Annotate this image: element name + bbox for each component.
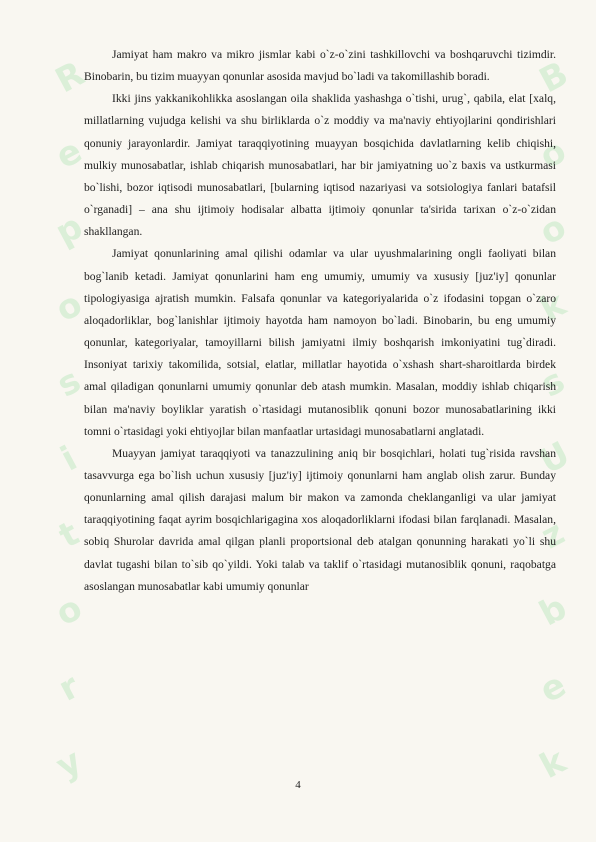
watermark-letter: k xyxy=(533,740,573,787)
paragraph-3: Jamiyat qonunlarining amal qilishi odamlar va ular uyushmalarining ongli faoliyati bilan bog`lanib ketadi. Jamiyat qonunlarini ham eng umumiy, umumiy va xususiy [juz'iy] qonunlar tipologiyasiga ajratish mumkin. Falsafa qonunlar va kategoriyalarida o`z ifodasini topgan o`zaro aloqadorliklar, bog`lanishlar ijtimoiy hayotda ham namoyon bo`ladi. Binobarin, bu eng umumiy qonunlar, kategoriyalar, tamoyillarni bilish jamiyatni ilmiy boshqarish imkoniyatini tug`diradi. Insoniyat tarixiy takomilida, sotsial, elatlar, millatlar hayotida o`xshash shart-sharoitlarda birdek amal qiladigan qonunlarni umumiy qonunlar deb atash mumkin. Masalan, moddiy ishlab chiqarish bilan ma'naviy boyliklar yaratish o`rtasidagi mutanosiblik qonuni bozor munosabatlarining ikki tomni o`rtasidagi yoki ehtiyojlar bilan manfaatlar urtasidagi munosabatlarni anglatadi. xyxy=(84,247,556,438)
watermark-letter: o xyxy=(533,207,573,254)
watermark-letter: p xyxy=(49,207,90,254)
paragraph-1: Jamiyat ham makro va mikro jismlar kabi o`z-o`zini tashkillovchi va boshqaruvchi tizimdir. Binobarin, bu tizim muayyan qonunlar asosida mavjud bo`ladi va takomillashib boradi. xyxy=(84,48,556,84)
watermark-left xyxy=(49,40,91,802)
watermark-letter: R xyxy=(49,53,91,102)
watermark-letter: B xyxy=(533,53,575,102)
watermark-letter: t xyxy=(52,513,86,557)
paragraph-2: Ikki jins yakkanikohlikka asoslangan oila shaklida yashashga o`tishi, urug`, qabila, elat [xalq, millatlarning vujudga kelishi va shu birliklarda o`z moddiy va ma'naviy ehtiyojlarini qondirishlari qonuniy jarayonlardir. Jamiyat taraqqiyotining muayyan bosqichida davlatlarning kelib chiqishi, mulkiy munosabatlar, ishlab chiqarish munosabatlari, har bir jamiyatning uo`z baxis va ustkurmasi bo`lishi, bozor iqtisodi munosabatlari, [bularning iqtisod nazariyasi va sotsiologiya fanlari batafsil o`rganadi] – ana shu ijtimoiy hodisalar albatta ijtimoiy qonunlar ta'sirida tarixan o`z-o`zidan shakllangan. xyxy=(84,92,556,239)
watermark-letter: o xyxy=(533,131,573,178)
page-number: 4 xyxy=(295,779,301,791)
watermark-letter: s xyxy=(534,360,572,406)
watermark-letter: k xyxy=(533,283,573,330)
watermark-letter: s xyxy=(50,360,88,406)
watermark-letter: o xyxy=(49,283,89,330)
paragraph-4: Muayyan jamiyat taraqqiyoti va tanazzulining aniq bir bosqichlari, holati tug`risida ravshan tasavvurga ega bo`lish uchun xususiy [juz'iy] ijtimoiy qonunlarni ham anglab olish zarur. Bunday qonunlarning amal qilish darajasi malum bir makon va zamonda cheklanganligi va ular jamiyat taraqqiyotining faqat ayrim bosqichlarigagina xos aloqadorliklarni ifodasi bilan farqlanadi. Masalan, sobiq Shurolar davrida amal qilgan planli proportsional deb atalgan qonunning harakati yo`li shu davlat tugashi bilan to`sib qo`yildi. Yoki talab va taklif o`rtasidagi mutanosiblik qonuni, raqobatga asoslangan munosabatlar kabi umumiy qonunlar xyxy=(84,446,556,593)
body-text xyxy=(84,44,556,598)
watermark-letter: e xyxy=(49,131,89,178)
watermark-letter: i xyxy=(54,438,84,480)
watermark-letter: o xyxy=(49,588,89,635)
watermark-letter: e xyxy=(533,664,573,711)
watermark-letter: y xyxy=(49,740,89,787)
watermark-letter: U xyxy=(533,434,577,483)
watermark-letter: z xyxy=(534,512,572,558)
watermark-letter: r xyxy=(52,665,86,710)
watermark-letter: b xyxy=(533,587,574,635)
